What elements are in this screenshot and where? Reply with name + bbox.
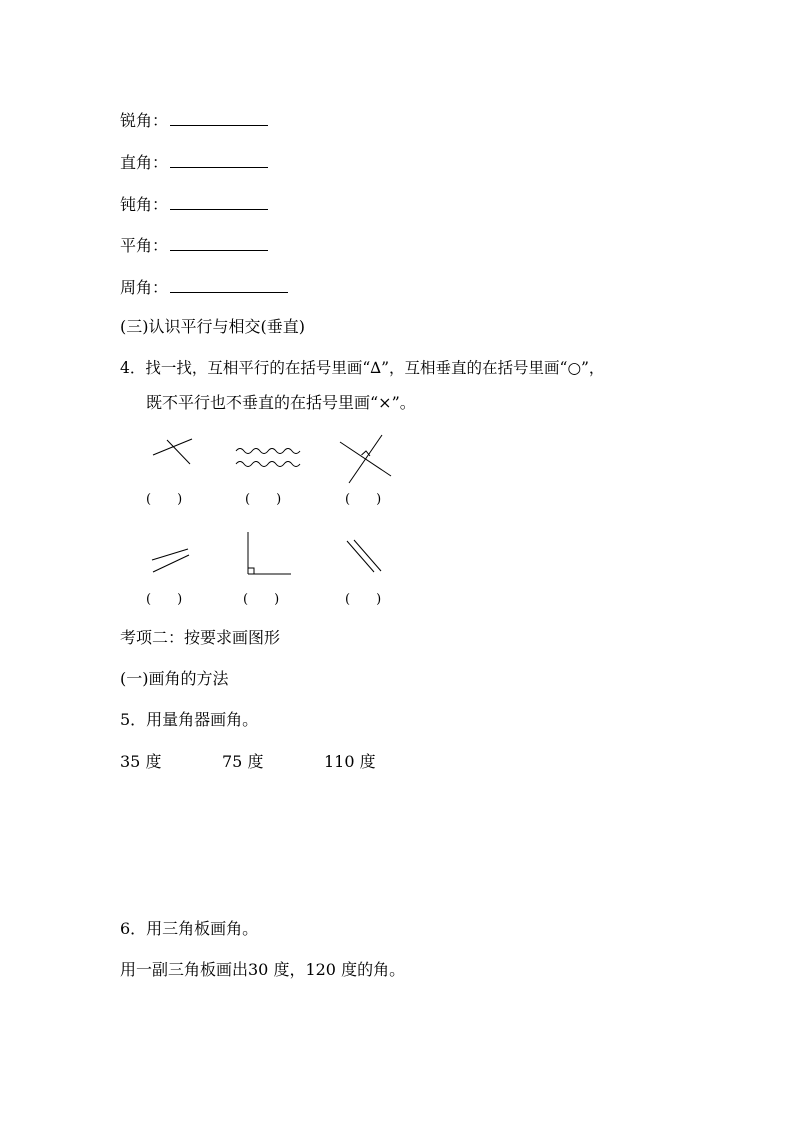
wavy-lines-figure <box>234 445 308 471</box>
straight-angle-row <box>120 234 268 256</box>
right-angle-row <box>120 151 268 173</box>
q6-body: 用一副三角板画出30 度，120 度的角。 <box>120 960 406 979</box>
right-angle-blank[interactable] <box>170 151 268 168</box>
answer-paren-4[interactable]: ( ) <box>146 592 183 607</box>
q5-angle-list <box>120 752 376 772</box>
answer-paren-1[interactable]: ( ) <box>146 492 183 507</box>
section1-heading: (一)画角的方法 <box>120 669 229 688</box>
topic2-heading: 考项二：按要求画图形 <box>120 628 281 647</box>
acute-angle-row <box>120 109 268 131</box>
obtuse-angle-label: 钝角： <box>120 195 169 214</box>
angle-35: 35 度 <box>120 752 162 771</box>
acute-angle-blank[interactable] <box>170 109 268 126</box>
obtuse-angle-row <box>120 193 268 215</box>
section3-heading: (三)认识平行与相交(垂直) <box>120 317 305 336</box>
q4-line1: 4．找一找，互相平行的在括号里画“∆”，互相垂直的在括号里画“○”， <box>120 359 605 377</box>
parallel-lines-figure <box>343 538 385 576</box>
q5-title: 5．用量角器画角。 <box>120 710 259 729</box>
full-angle-row <box>120 276 288 298</box>
perpendicular-crossing-figure <box>337 433 395 487</box>
acute-angle-label: 锐角： <box>120 111 169 130</box>
crossing-lines-figure <box>150 436 196 468</box>
answer-paren-6[interactable]: ( ) <box>345 592 382 607</box>
right-angle-figure <box>244 530 294 578</box>
converging-lines-figure <box>148 545 192 577</box>
q6-title: 6．用三角板画角。 <box>120 919 259 938</box>
obtuse-angle-blank[interactable] <box>170 193 268 210</box>
answer-paren-5[interactable]: ( ) <box>243 592 280 607</box>
angle-75: 75 度 <box>222 752 264 771</box>
full-angle-blank[interactable] <box>170 276 288 293</box>
answer-paren-3[interactable]: ( ) <box>345 492 382 507</box>
q4-line2: 既不平行也不垂直的在括号里画“×”。 <box>146 393 416 412</box>
straight-angle-label: 平角： <box>120 236 169 255</box>
straight-angle-blank[interactable] <box>170 234 268 251</box>
right-angle-label: 直角： <box>120 153 169 172</box>
angle-110: 110 度 <box>324 752 376 771</box>
answer-paren-2[interactable]: ( ) <box>245 492 282 507</box>
full-angle-label: 周角： <box>120 278 169 297</box>
